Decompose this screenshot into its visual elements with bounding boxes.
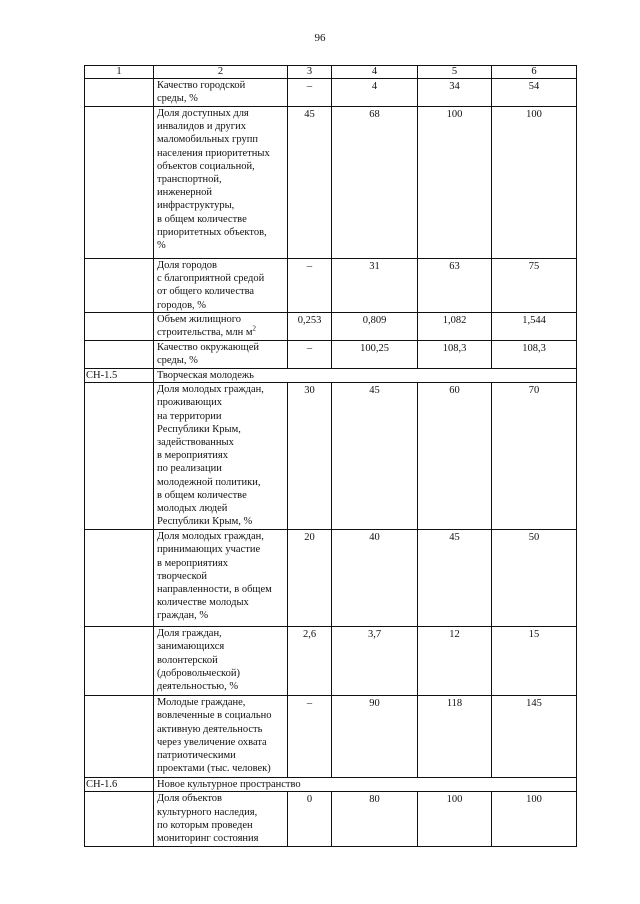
indicator-name: Доля городов с благоприятной средой от общего количества городов, % [154,259,288,313]
row-code [85,530,154,627]
table-row [85,383,577,530]
row-code [85,259,154,313]
section-title: Творческая молодежь [154,369,577,383]
column-header: 4 [332,66,418,79]
section-title: Новое культурное пространство [154,778,577,792]
value-col4: 100,25 [332,341,418,369]
table-row [85,259,577,313]
value-col5: 108,3 [418,341,492,369]
row-code [85,313,154,341]
indicator-name [154,313,288,341]
value-col3: – [288,259,332,313]
table-row [85,341,577,369]
row-code [85,627,154,696]
indicator-name: Доля молодых граждан, проживающих на территории Республики Крым, задействованных в мероприятиях по реализации молодежной политики, в общем количестве молодых людей Республики Крым, % [154,383,288,530]
value-col3: 20 [288,530,332,627]
value-col6: 108,3 [492,341,577,369]
value-col6: 145 [492,696,577,778]
value-col4: 3,7 [332,627,418,696]
row-code [85,792,154,847]
table-row [85,530,577,627]
value-col6: 54 [492,79,577,107]
value-col4: 80 [332,792,418,847]
value-col6: 75 [492,259,577,313]
table-row [85,79,577,107]
value-col5: 1,082 [418,313,492,341]
section-row [85,369,577,383]
value-col3: 2,6 [288,627,332,696]
value-col3: – [288,696,332,778]
value-col5: 45 [418,530,492,627]
indicator-name: Доля доступных для инвалидов и других маломобильных групп населения приоритетных объектов социальной, транспортной, инженерной инфраструктуры, в общем количестве приоритетных объектов, % [154,107,288,259]
table-row [85,792,577,847]
section-code: СН-1.6 [85,778,154,792]
value-col4: 4 [332,79,418,107]
value-col6: 100 [492,107,577,259]
value-col4: 45 [332,383,418,530]
indicators-table [84,65,577,847]
page-number: 96 [314,32,326,44]
section-row [85,778,577,792]
indicator-name: Качество окружающей среды, % [154,341,288,369]
value-col6: 50 [492,530,577,627]
value-col3: 0 [288,792,332,847]
column-header: 6 [492,66,577,79]
value-col6: 15 [492,627,577,696]
row-code [85,341,154,369]
value-col3: – [288,341,332,369]
value-col5: 118 [418,696,492,778]
row-code [85,696,154,778]
value-col4: 40 [332,530,418,627]
value-col5: 34 [418,79,492,107]
value-col3: 0,253 [288,313,332,341]
value-col5: 100 [418,792,492,847]
row-code [85,79,154,107]
value-col5: 12 [418,627,492,696]
row-code [85,383,154,530]
value-col4: 31 [332,259,418,313]
indicator-name: Доля молодых граждан, принимающих участие в мероприятиях творческой направленности, в общем количестве молодых граждан, % [154,530,288,627]
column-header: 5 [418,66,492,79]
table-row [85,627,577,696]
value-col4: 0,809 [332,313,418,341]
indicator-name: Доля объектов культурного наследия, по которым проведен мониторинг состояния [154,792,288,847]
value-col5: 63 [418,259,492,313]
table-row [85,696,577,778]
value-col3: 30 [288,383,332,530]
column-header: 3 [288,66,332,79]
value-col4: 68 [332,107,418,259]
unit-superscript: 2 [252,324,257,333]
value-col6: 100 [492,792,577,847]
table-header-row [85,66,577,79]
indicator-name: Доля граждан, занимающихся волонтерской (добровольческой) деятельностью, % [154,627,288,696]
value-col3: 45 [288,107,332,259]
value-col6: 70 [492,383,577,530]
column-header: 2 [154,66,288,79]
indicator-name-text: Объем жилищного строительства, млн м [157,314,253,339]
indicator-name: Молодые граждане, вовлеченные в социально активную деятельность через увеличение охвата патриотическими проектами (тыс. человек) [154,696,288,778]
value-col5: 60 [418,383,492,530]
table-row [85,313,577,341]
value-col3: – [288,79,332,107]
value-col5: 100 [418,107,492,259]
value-col6: 1,544 [492,313,577,341]
row-code [85,107,154,259]
value-col4: 90 [332,696,418,778]
column-header: 1 [85,66,154,79]
indicator-name: Качество городской среды, % [154,79,288,107]
section-code: СН-1.5 [85,369,154,383]
table-row [85,107,577,259]
